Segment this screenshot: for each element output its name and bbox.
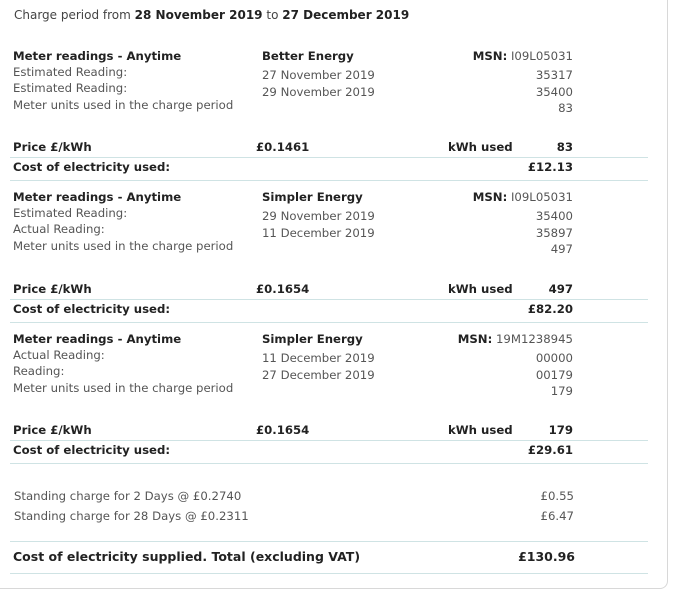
charge-period-start: 28 November 2019: [134, 8, 263, 22]
kwh-label: kWh used: [448, 423, 513, 437]
reading-2-value: 00179: [535, 368, 573, 382]
msn-label: MSN:: [472, 49, 508, 63]
readings-title: Meter readings - Anytime: [13, 49, 182, 63]
total-value: £130.96: [518, 549, 575, 564]
standing-charge-2-value: £6.47: [540, 509, 574, 523]
msn: [473, 48, 573, 64]
price-value: £0.1654: [256, 423, 310, 437]
price-label: Price £/kWh: [13, 140, 92, 154]
msn-value: I09L05031: [510, 190, 573, 204]
units-value: 497: [550, 242, 573, 256]
reading-1-value: 00000: [535, 351, 573, 365]
divider: [10, 440, 648, 441]
divider: [10, 573, 648, 574]
divider: [10, 541, 648, 542]
msn-value: I09L05031: [510, 49, 573, 63]
charge-period-end: 27 December 2019: [282, 8, 410, 22]
divider: [10, 180, 648, 181]
kwh-label: kWh used: [448, 282, 513, 296]
kwh-value: 179: [548, 423, 573, 437]
units-value: 83: [558, 101, 573, 115]
standing-charge-1-label: Standing charge for 2 Days @ £0.2740: [14, 489, 242, 503]
reading-2-date: 27 December 2019: [262, 368, 375, 382]
supplier-name: Simpler Energy: [262, 332, 363, 346]
reading-1-date: 27 November 2019: [262, 68, 375, 82]
reading-1-label: Estimated Reading:: [13, 65, 128, 79]
msn-label: MSN:: [457, 332, 493, 346]
reading-1-date: 29 November 2019: [262, 209, 375, 223]
charge-period-header: [14, 8, 409, 22]
reading-2-date: 29 November 2019: [262, 85, 375, 99]
units-label: Meter units used in the charge period: [13, 239, 234, 253]
price-value: £0.1654: [256, 282, 310, 296]
kwh-value: 83: [556, 140, 573, 154]
readings-title: Meter readings - Anytime: [13, 332, 182, 346]
units-label: Meter units used in the charge period: [13, 381, 234, 395]
charge-period-prefix: Charge period from: [14, 8, 131, 22]
reading-1-value: 35317: [535, 68, 573, 82]
cost-value: £29.61: [527, 443, 573, 457]
cost-label: Cost of electricity used:: [13, 443, 170, 457]
reading-2-label: Actual Reading:: [13, 222, 105, 236]
cost-value: £82.20: [527, 302, 573, 316]
units-value: 179: [550, 384, 573, 398]
charge-period-to: to: [266, 8, 279, 22]
reading-2-label: Reading:: [13, 364, 65, 378]
reading-2-date: 11 December 2019: [262, 226, 375, 240]
msn: [458, 331, 573, 347]
msn-label: MSN:: [472, 190, 508, 204]
cost-label: Cost of electricity used:: [13, 160, 170, 174]
kwh-label: kWh used: [448, 140, 513, 154]
divider: [10, 299, 648, 300]
price-label: Price £/kWh: [13, 423, 92, 437]
reading-2-label: Estimated Reading:: [13, 81, 128, 95]
price-label: Price £/kWh: [13, 282, 92, 296]
reading-1-label: Estimated Reading:: [13, 206, 128, 220]
kwh-value: 497: [548, 282, 573, 296]
reading-2-value: 35897: [535, 226, 573, 240]
cost-value: £12.13: [527, 160, 573, 174]
standing-charge-1-value: £0.55: [540, 489, 574, 503]
standing-charge-2-label: Standing charge for 28 Days @ £0.2311: [14, 509, 249, 523]
readings-title: Meter readings - Anytime: [13, 190, 182, 204]
divider: [10, 322, 648, 323]
supplier-name: Better Energy: [262, 49, 354, 63]
total-label: Cost of electricity supplied. Total (excluding VAT): [13, 549, 361, 564]
reading-2-value: 35400: [535, 85, 573, 99]
reading-1-label: Actual Reading:: [13, 348, 105, 362]
reading-1-value: 35400: [535, 209, 573, 223]
msn-value: 19M1238945: [495, 332, 573, 346]
divider: [10, 157, 648, 158]
units-label: Meter units used in the charge period: [13, 98, 234, 112]
reading-1-date: 11 December 2019: [262, 351, 375, 365]
supplier-name: Simpler Energy: [262, 190, 363, 204]
msn: [473, 189, 573, 205]
cost-label: Cost of electricity used:: [13, 302, 170, 316]
divider: [10, 463, 648, 464]
price-value: £0.1461: [256, 140, 310, 154]
